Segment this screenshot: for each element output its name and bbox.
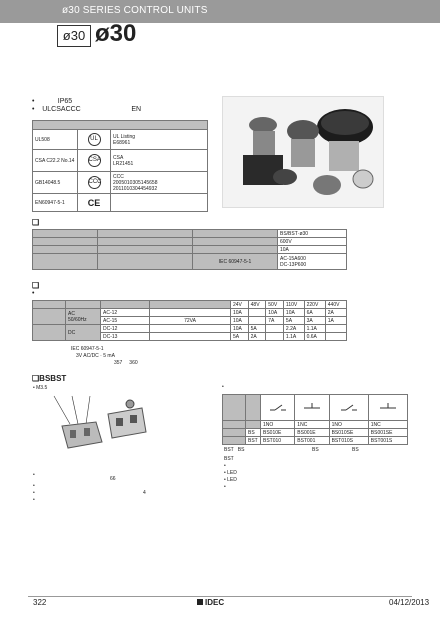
product-photo — [222, 96, 384, 208]
brand-logo: IDEC — [197, 598, 224, 607]
page-number: 322 — [33, 598, 47, 607]
contact-table: 1NO 1NC 1NO 1NC BS BS010E BS001E BS010SE BS001SE BST BST010 BST001 BST010S BST001S — [222, 394, 408, 445]
terminal-note-1: 66 — [110, 476, 116, 482]
rating-note-2: 3V AC/DC · 5 mA — [76, 353, 115, 359]
series-title: ø30 SERIES CONTROL UNITS — [62, 5, 208, 16]
terminal-note-2: 4 — [143, 490, 146, 496]
rating-note-3: 357 360 — [114, 360, 138, 366]
screw-label: • M3.5 — [33, 385, 48, 391]
csa-mark-icon: CSA — [88, 154, 101, 167]
header-bar — [0, 0, 440, 23]
contact-legend-4: BST — [224, 456, 234, 462]
rating-table: 24V 48V 50V 110V 220V 440V AC 50/60Hz AC-12 10A 10A 10A 6A 2A AC-15 72VA 10A 7A 5A 3A 1A DC DC-12 10A 5A 2.2A 1.1A DC-13 5A 2A 1.1A 0.6A — [32, 300, 347, 341]
certification-table: UL508 UL UL Listing E68961 CSA C22.2 No.14 CSA CSA LR21451 GB14048.5 CCC CCC 2005010305145658 2011010304454932 EN60947-5-1 CE — [32, 120, 208, 212]
contact-legend-5: • — [224, 463, 226, 469]
spec-section-title: ❑ — [32, 218, 40, 227]
feature-2: • ULCSACCC EN — [32, 106, 142, 113]
spec-table: BS/BST·ø30 600V 10A IEC 60947-5-1 AC-15A600 DC-13P600 — [32, 229, 347, 270]
contact-legend-6: • LED — [224, 470, 237, 476]
ce-mark-icon: CE — [87, 197, 101, 208]
contact-legend-7: • LED — [224, 477, 237, 483]
ccc-mark-icon: CCC — [88, 176, 101, 189]
terminal-illustration — [42, 392, 154, 466]
size-label-box: ø30 — [57, 25, 91, 47]
footer-divider — [28, 596, 412, 597]
contact-legend-1: BST BS — [224, 447, 245, 453]
page-title: ø30 — [95, 20, 137, 47]
terminal-section-title: ❑BSBST — [32, 374, 67, 383]
contact-legend-2: BS — [312, 447, 319, 453]
ul-mark-icon: UL — [88, 133, 101, 146]
contact-legend-3: BS — [352, 447, 359, 453]
feature-1: • IP65 — [32, 98, 73, 105]
footer-date: 04/12/2013 — [389, 598, 430, 607]
contact-legend-8: • — [224, 484, 226, 490]
rating-section-title: ❑ — [32, 281, 40, 290]
rating-note-1: IEC 60947-5-1 — [71, 346, 104, 352]
